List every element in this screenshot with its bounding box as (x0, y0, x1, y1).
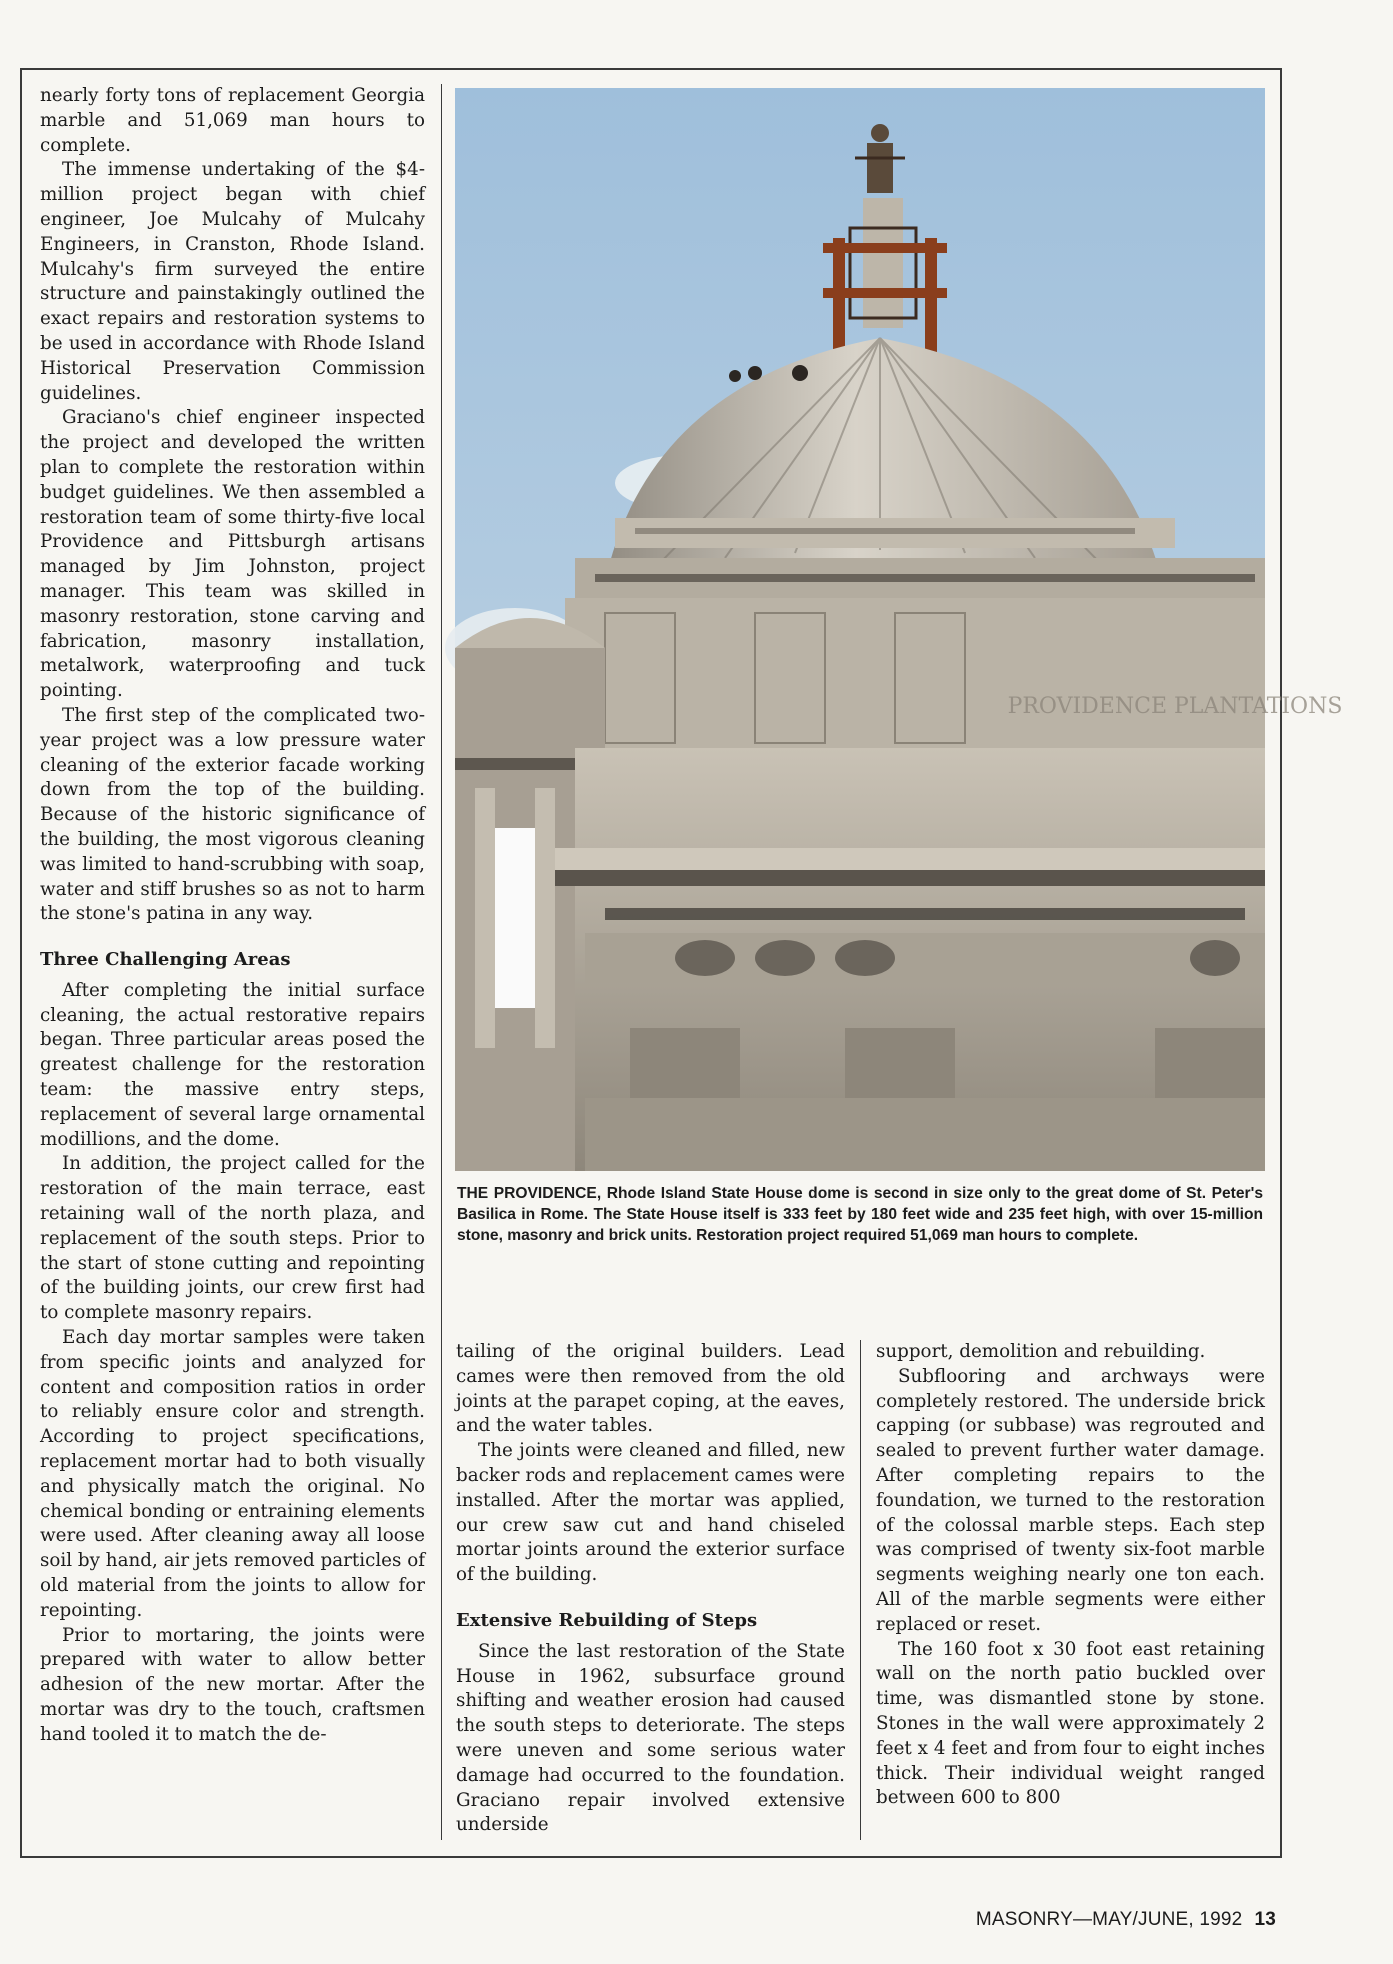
paragraph: The immense undertaking of the $4-million project began with chief engineer, Joe Mulcahy of Mulcahy Engineers, in Cranston, Rhode Island. Mulcahy's firm surveyed the entire structure and painstakingly outlined the exact repairs and restoration systems to be used in accordance with Rhode Island Historical Preservation Commission guidelines. (40, 159, 425, 404)
column-divider (860, 1340, 861, 1840)
paragraph: nearly forty tons of replacement Georgia marble and 51,069 man hours to complete. (40, 85, 425, 156)
column-divider (441, 84, 442, 1840)
paragraph: Subflooring and archways were completely restored. The underside brick capping (or subbase) was regrouted and sealed to prevent further water damage. After completing repairs to the foundation, we turned to the restoration of the colossal marble steps. Each step was comprised of twenty six-foot marble segments weighing nearly one ton each. All of the marble segments were either replaced or reset. (876, 1365, 1265, 1635)
paragraph: After completing the initial surface cleaning, the actual restorative repairs began. Three particular areas posed the greatest challenge for the restoration team: the massive entry steps, replacement of several large ornamental modillions, and the dome. (40, 979, 425, 1150)
publication-info: MASONRY—MAY/JUNE, 1992 (975, 1909, 1243, 1930)
article-column-2 (456, 1340, 845, 1838)
article-column-3 (876, 1340, 1265, 1811)
state-house-dome-photo (455, 88, 1343, 1171)
paragraph: The 160 foot x 30 foot east retaining wall on the north patio buckled over time, was dismantled stone by stone. Stones in the wall were approximately 2 feet x 4 feet and from four to eight inches thick. Their individual weight ranged between 600 to 800 (876, 1638, 1265, 1809)
section-heading: Three Challenging Areas (40, 949, 291, 971)
photo-caption: THE PROVIDENCE, Rhode Island State House dome is second in size only to the great dome of St. Peter's Basilica in Rome. The State House itself is 333 feet by 180 feet wide and 235 feet high, with over 15-million stone, masonry and brick units. Restoration project required 51,069 man hours to complete. (457, 1185, 1263, 1244)
paragraph: The first step of the complicated two-year project was a low pressure water cleaning of the exterior facade working down from the top of the building. Because of the historic significance of the building, the most vigorous cleaning was limited to hand-scrubbing with soap, water and stiff brushes so as not to harm the stone's patina in any way. (40, 704, 425, 925)
dome-illustration (455, 88, 1343, 1171)
paragraph: support, demolition and rebuilding. (876, 1341, 1206, 1362)
article-column-1 (40, 84, 425, 1748)
paragraph: tailing of the original builders. Lead cames were then removed from the old joints at the parapet coping, at the eaves, and the water tables. (456, 1341, 845, 1437)
paragraph: Prior to mortaring, the joints were prepared with water to allow better adhesion of the new mortar. After the mortar was dry to the touch, craftsmen hand tooled it to match the de- (40, 1624, 425, 1745)
page-footer (976, 1909, 1276, 1931)
paragraph: Graciano's chief engineer inspected the project and developed the written plan to complete the restoration within budget guidelines. We then assembled a restoration team of some thirty-five local Providence and Pittsburgh artisans managed by Jim Johnston, project manager. This team was skilled in masonry restoration, stone carving and fabrication, masonry installation, metalwork, waterproofing and tuck pointing. (40, 407, 425, 702)
section-heading: Extensive Rebuilding of Steps (456, 1609, 758, 1631)
paragraph: The joints were cleaned and filled, new backer rods and replacement cames were installed. After the mortar was applied, our crew saw cut and hand chiseled mortar joints around the exterior surface of the building. (456, 1440, 845, 1586)
page-number: 13 (1254, 1909, 1276, 1930)
paragraph: In addition, the project called for the restoration of the main terrace, east retaining wall of the north plaza, and replacement of the south steps. Prior to the start of stone cutting and repointing of the building joints, our crew first had to complete masonry repairs. (40, 1153, 425, 1324)
dome-inscription: PROVIDENCE PLANTATIONS (1007, 694, 1343, 719)
paragraph: Since the last restoration of the State House in 1962, subsurface ground shifting and weather erosion had caused the south steps to deteriorate. The steps were uneven and some serious water damage had occurred to the foundation. Graciano repair involved extensive underside (456, 1640, 845, 1836)
paragraph: Each day mortar samples were taken from specific joints and analyzed for content and composition ratios in order to reliably ensure color and strength. According to project specifications, replacement mortar had to both visually and physically match the original. No chemical bonding or entraining elements were used. After cleaning away all loose soil by hand, air jets removed particles of old material from the joints to allow for repointing. (40, 1327, 425, 1621)
